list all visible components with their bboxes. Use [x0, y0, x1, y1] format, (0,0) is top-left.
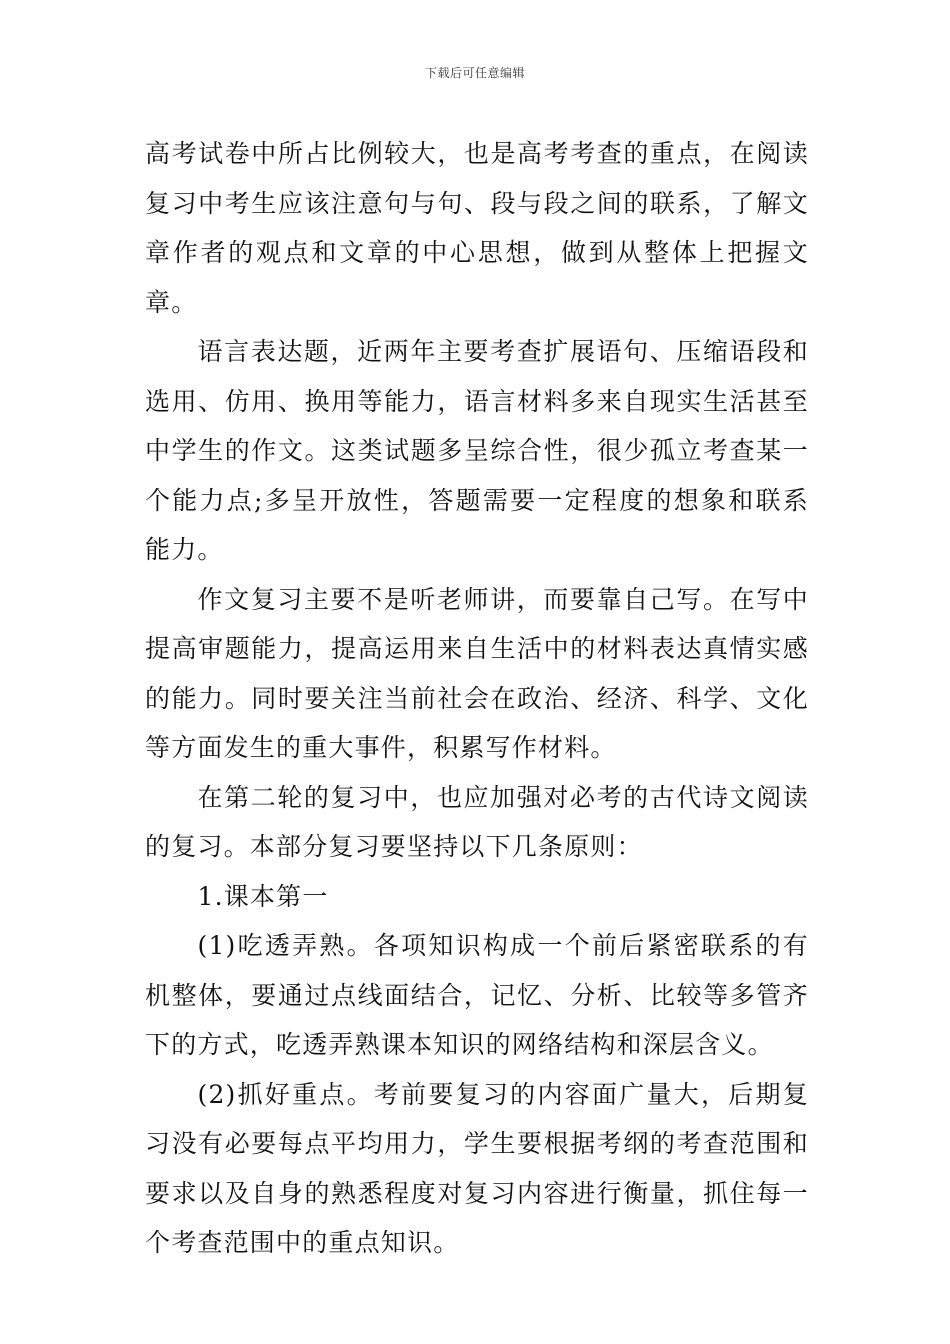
list-heading-textbook-first: 1.课本第一 [197, 881, 329, 911]
paragraph-language-expression: 语言表达题，近两年主要考查扩展语句、压缩语段和选用、仿用、换用等能力，语言材料多来自现实生活甚至中学生的作文。这类试题多呈综合性，很少孤立考查某一个能力点;多呈开放性，答题需要一定程度的想象和联系能力。 [145, 337, 809, 564]
document-body [145, 129, 809, 1268]
list-item-key-points: (2)抓好重点。考前要复习的内容面广量大，后期复习没有必要每点平均用力，学生要根据考纲的考查范围和要求以及自身的熟悉程度对复习内容进行衡量，抓住每一个考查范围中的重点知识。 [145, 1079, 809, 1257]
list-item-thorough-understanding: (1)吃透弄熟。各项知识构成一个前后紧密联系的有机整体，要通过点线面结合，记忆、分析、比较等多管齐下的方式，吃透弄熟课本知识的网络结构和深层含义。 [145, 931, 809, 1059]
paragraph-composition: 作文复习主要不是听老师讲，而要靠自己写。在写中提高审题能力，提高运用来自生活中的材料表达真情实感的能力。同时要关注当前社会在政治、经济、科学、文化等方面发生的重大事件，积累写作材料。 [145, 584, 809, 762]
paragraph-classical-poetry: 在第二轮的复习中，也应加强对必考的古代诗文阅读的复习。本部分复习要坚持以下几条原则： [145, 782, 809, 861]
page-header: 下载后可任意编辑 [424, 66, 525, 80]
paragraph-continuation: 高考试卷中所占比例较大，也是高考考查的重点，在阅读复习中考生应该注意句与句、段与段之间的联系，了解文章作者的观点和文章的中心思想，做到从整体上把握文章。 [145, 139, 809, 317]
